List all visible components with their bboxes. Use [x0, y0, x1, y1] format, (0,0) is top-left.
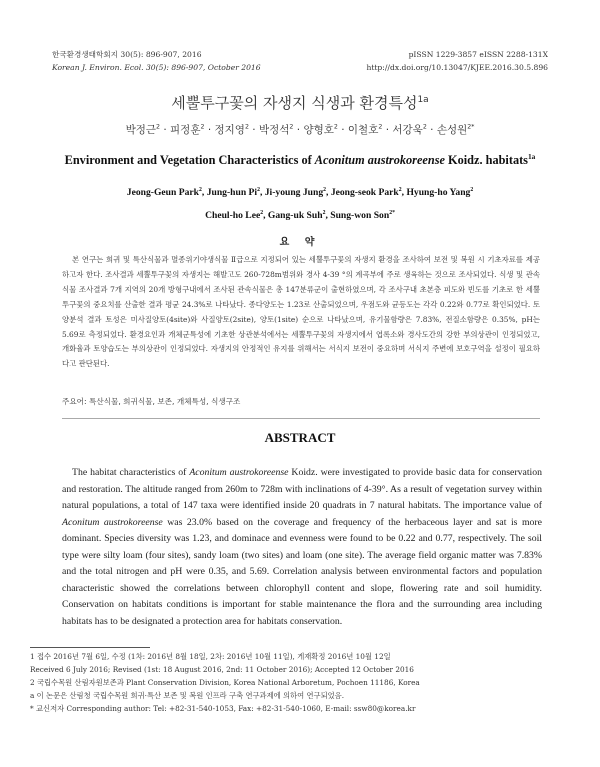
issn: pISSN 1229-3857 eISSN 2288-131X — [408, 50, 548, 59]
title-en-before: Environment and Vegetation Characteristics of — [64, 153, 315, 168]
section-divider — [62, 418, 540, 419]
footnote-affiliation: 2 국립수목원 산림자원보존과 Plant Conservation Division, Korea National Arboretum, Pochoen 11186, Korea — [30, 677, 420, 687]
author-kr-affiliation-mark: 2 — [200, 123, 205, 131]
author-en-name: Cheul-ho Lee — [205, 210, 261, 222]
journal-header-right — [366, 48, 548, 74]
keywords-kr: 주요어: 특산식물, 희귀식물, 보존, 개체특성, 식생구조 — [62, 397, 241, 406]
authors-kr — [0, 122, 600, 137]
author-separator: · — [160, 124, 171, 136]
author-en-affiliation-mark: 2 — [470, 187, 474, 193]
footnote-rule — [30, 647, 150, 648]
title-en-species: Aconitum austrokoreense — [314, 153, 445, 168]
abstract-en-part3: was 23.0% based on the coverage and frequency of the herbaceous layer and sat is more dominant. Species diversity was 1.23, and dominace and evenness were found to be 0.22 and 0.77, respectively. The soil type were silty loam (four sites), sandy loam (two sites) and loam (one site). The average field organic matter was 7.83% and the total nitrogen and pH were 0.35, and 5.69. Correlation analysis between environmental factors and population characteristic showed the correlations between chlorophyll content and slope, flowering rate and soil humidity. Conservation on habitats conditions is important for stable maintenance the flora and the surrounding area including habitats has to be designated a protection area for habitats conservation. — [62, 516, 542, 627]
title-kr — [0, 92, 600, 113]
footnote-corresponding-author: * 교신저자 Corresponding author: Tel: +82-31-540-1053, Fax: +82-31-540-1060, E-mail: ssw80@korea.kr — [30, 703, 416, 713]
author-kr-affiliation-mark: 2 — [422, 123, 427, 131]
author-kr-name: 피정훈 — [170, 124, 201, 136]
author-kr-name: 박정석 — [258, 124, 290, 136]
author-en-affiliation-mark: 2 — [199, 187, 202, 193]
journal-citation-en: Korean J. Environ. Ecol. 30(5): 896-907, October 2016 — [52, 63, 261, 72]
footnote-funding: a 이 논문은 산림청 국립수목원 희귀·특산 보존 및 복원 인프라 구축 연구과제에 의하여 연구되었음. — [30, 690, 345, 700]
author-en-affiliation-mark: 2 — [322, 210, 326, 217]
author-en-affiliation-mark: 2 — [398, 187, 402, 193]
abstract-heading: ABSTRACT — [264, 430, 336, 445]
abstract-kr-heading: 요 약 — [279, 237, 321, 248]
author-separator: · — [426, 124, 437, 136]
author-kr-affiliation-mark: 2 — [378, 123, 383, 131]
title-kr-text: 세뿔투구꽃의 자생지 식생과 환경특성 — [171, 94, 418, 112]
abstract-en-part2: Koidz. were investigated to provide basic data for conservation and restoration. The altitude ranged from 260m to 728m with inclinations of 4-39°. As a result of vegetation survey within natural populations, a total of 147 taxa were identified inside 20 quadrats in 7 natural habitats. The importance value of — [62, 467, 543, 511]
author-kr-name: 손성원 — [436, 124, 468, 136]
abstract-en-species2: Aconitum austrokoreense — [62, 516, 163, 528]
authors-en: Jeong-Geun Park$^2$, Jung-hun Pi$^2$, Ji-young Jung$^2$, Jeong-seok Park$^2$, Hyung-ho Yang$^2$ Cheul-ho Lee$^2$, Gang-uk Suh$^2$, Sung-won Son$^{2*}$ — [126, 187, 474, 222]
footnote-received-en: Received 6 July 2016; Revised (1st: 18 August 2016, 2nd: 11 October 2016); Accepted 12 October 2016 — [30, 664, 414, 674]
author-kr-affiliation-mark: 2 — [333, 123, 338, 131]
author-kr-name: 양형호 — [303, 124, 334, 136]
author-en-affiliation-mark: 2 — [260, 210, 264, 217]
abstract-en-species1: Aconitum austrokoreense — [189, 467, 289, 478]
abstract-en — [62, 465, 542, 630]
author-kr-name: 박정근 — [125, 124, 156, 136]
author-en-name: Jeong-seok Park — [330, 187, 399, 199]
footnote-received-kr: 1 접수 2016년 7월 6일, 수정 (1차: 2016년 8월 18일, 2차: 2016년 10월 11일), 게재확정 2016년 10월 12일 — [30, 652, 391, 661]
author-separator: · — [204, 124, 215, 136]
abstract-kr: 본 연구는 희귀 및 특산식물과 멸종위기야생식물 Ⅱ급으로 지정되어 있는 세뿔투구꽃의 자생지 환경을 조사하여 보전 및 복원 시 기초자료를 제공하고자 한다. 조사결과 세뿔투구꽃의 자생지는 해발고도 260-728m범위와 경사 4-39 °의 계곡부에 주로 생육하는 것으로 조사되었다. 식생 및 관속식물 조사결과 7개 지역의 20개 방형구내에서 조사된 관속식물은 총 147분류군이 출현하였으며, 각 조사구내 초본층 피도와 빈도를 기초로 한 세뿔투구꽃의 중요치를 산출한 결과 평균 24.3%로 나타났다. 종다양도는 1.23로 산출되었으며, 우점도와 균등도는 각각 0.22와 0.77로 확인되었다. 토양분석 결과 토성은 미사질양토(4site)와 사질양토(2site), 양토(1site) 순으로 나타났으며, 유기물함량은 7.83%, 전질소함량은 0.35%, pH는 5.69로 측정되었다. 환경요인과 개체군특성에 기초한 상관분석에서는 세뿔투구꽃의 자생지에서 엽록소와 경사도간의 강한 부의상관이 인정되었고, 개화율과 토양습도는 부의상관이 인정되었다. 자생지의 안정적인 유지를 위해서는 서식지 보전이 중요하며 서식지 주변에 보호구역을 설정이 필요하다고 판단된다. — [62, 255, 540, 369]
journal-citation-kr: 한국환경생태학회지 30(5): 896-907, 2016 — [52, 50, 202, 59]
author-separator: · — [337, 124, 348, 136]
author-en-name: Gang-uk Suh — [267, 210, 323, 222]
doi-link[interactable]: http://dx.doi.org/10.13047/KJEE.2016.30.5.896 — [366, 63, 548, 72]
author-en-name: Sung-won Son — [330, 210, 390, 222]
author-en-name: Ji-young Jung — [264, 187, 324, 199]
author-kr-affiliation-mark: 2* — [467, 123, 475, 131]
author-en-affiliation-mark: 2 — [323, 187, 327, 193]
author-separator: · — [248, 124, 259, 136]
journal-header-left — [52, 48, 261, 74]
author-separator: · — [293, 124, 304, 136]
author-en-name: Hyung-ho Yang — [406, 187, 471, 199]
author-kr-name: 서강욱 — [392, 124, 423, 136]
author-en-affiliation-mark: 2 — [257, 187, 260, 193]
author-separator: · — [382, 124, 393, 136]
title-en-after: Koidz. habitats — [444, 153, 528, 168]
author-kr-affiliation-mark: 2 — [244, 123, 249, 131]
title-en-footnote-mark: 1a — [527, 152, 536, 161]
author-kr-affiliation-mark: 2 — [289, 123, 294, 131]
author-kr-affiliation-mark: 2 — [156, 123, 161, 131]
author-kr-name: 이철호 — [347, 124, 379, 136]
author-kr-name: 정지영 — [214, 124, 245, 136]
title-en — [0, 152, 600, 168]
title-kr-footnote-mark: 1a — [417, 95, 429, 105]
author-en-name: Jeong-Geun Park — [126, 187, 200, 199]
abstract-en-part1: The habitat characteristics of — [72, 467, 190, 478]
author-en-affiliation-mark: 2* — [389, 210, 395, 217]
author-en-name: Jung-hun Pi — [206, 187, 258, 199]
footnotes — [30, 651, 550, 716]
